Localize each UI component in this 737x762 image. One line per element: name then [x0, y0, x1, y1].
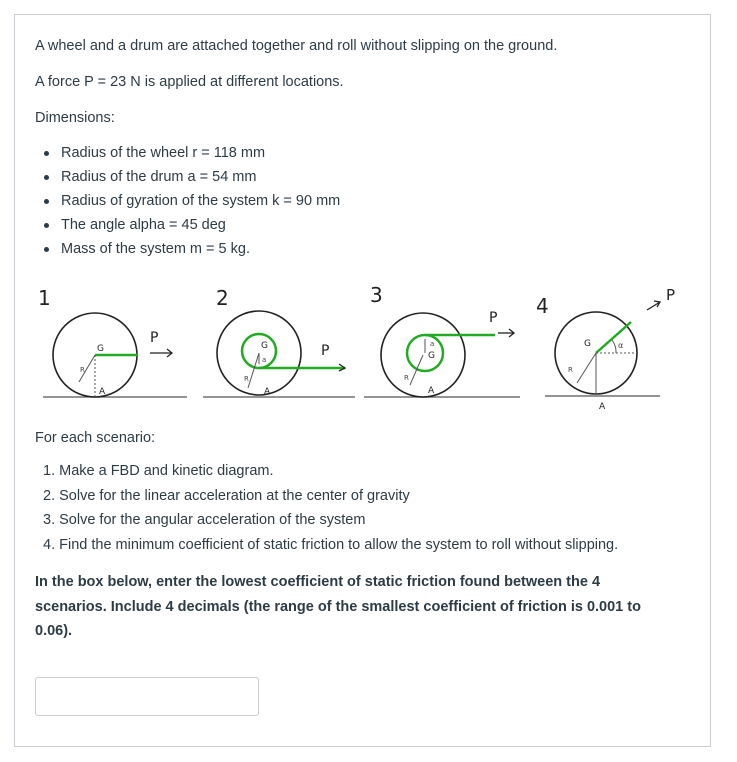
scenario-1: [38, 286, 187, 397]
intro-line-1: A wheel and a drum are attached together and roll without slipping on the ground.: [35, 38, 558, 54]
force-label: P: [321, 343, 330, 359]
scenario-number-3: 3: [370, 283, 383, 307]
radius-label: R: [568, 366, 573, 374]
scenario-number-1: 1: [38, 286, 51, 310]
list-item: 1. Make a FBD and kinetic diagram.: [43, 463, 274, 479]
scenario-4: [536, 286, 675, 412]
list-item: Radius of the drum a = 54 mm: [35, 167, 340, 191]
radius-line: [248, 353, 259, 388]
center-label: G: [261, 341, 268, 351]
force-line: [596, 322, 631, 353]
scenario-number-4: 4: [536, 294, 549, 318]
contact-label: A: [428, 386, 435, 396]
list-item: Radius of the wheel r = 118 mm: [35, 143, 340, 167]
list-item: 4. Find the minimum coefficient of static friction to allow the system to roll without slipping.: [43, 536, 619, 553]
scenario-header: For each scenario:: [35, 430, 156, 446]
contact-label: A: [264, 387, 271, 397]
force-label: P: [150, 330, 159, 346]
force-label: P: [666, 286, 676, 304]
list-item: 3. Solve for the angular acceleration of the system: [43, 512, 366, 528]
scenario-2: [203, 286, 355, 397]
steps-list: [35, 461, 618, 559]
drum-radius-label: a: [430, 340, 435, 348]
instruction-text: In the box below, enter the lowest coefficient of static friction found between the 4 scenarios. Include 4 decimals (the range of the smallest coefficient of friction is 0.001 to 0.06).: [35, 574, 641, 639]
answer-input[interactable]: [35, 677, 259, 716]
contact-label: A: [599, 402, 606, 412]
radius-line: [577, 353, 596, 383]
angle-arc: [612, 340, 616, 353]
center-label: G: [584, 339, 591, 349]
drum-radius-label: a: [262, 356, 267, 364]
list-item: 2. Solve for the linear acceleration at the center of gravity: [43, 487, 410, 504]
force-label: P: [489, 310, 498, 326]
contact-label: A: [99, 387, 106, 397]
list-item: Mass of the system m = 5 kg.: [35, 239, 340, 263]
dimensions-label: Dimensions:: [35, 110, 115, 126]
list-item: The angle alpha = 45 deg: [35, 215, 340, 239]
list-item: Radius of gyration of the system k = 90 mm: [35, 191, 340, 215]
center-label: G: [97, 344, 104, 354]
angle-label: α: [618, 341, 624, 350]
scenario-number-2: 2: [216, 286, 229, 310]
center-label: G: [428, 351, 435, 361]
radius-label: R: [80, 366, 85, 374]
scenario-3: [364, 283, 520, 397]
radius-label: R: [244, 375, 249, 383]
intro-line-2: A force P = 23 N is applied at different locations.: [35, 74, 344, 90]
radius-label: R: [404, 374, 409, 382]
